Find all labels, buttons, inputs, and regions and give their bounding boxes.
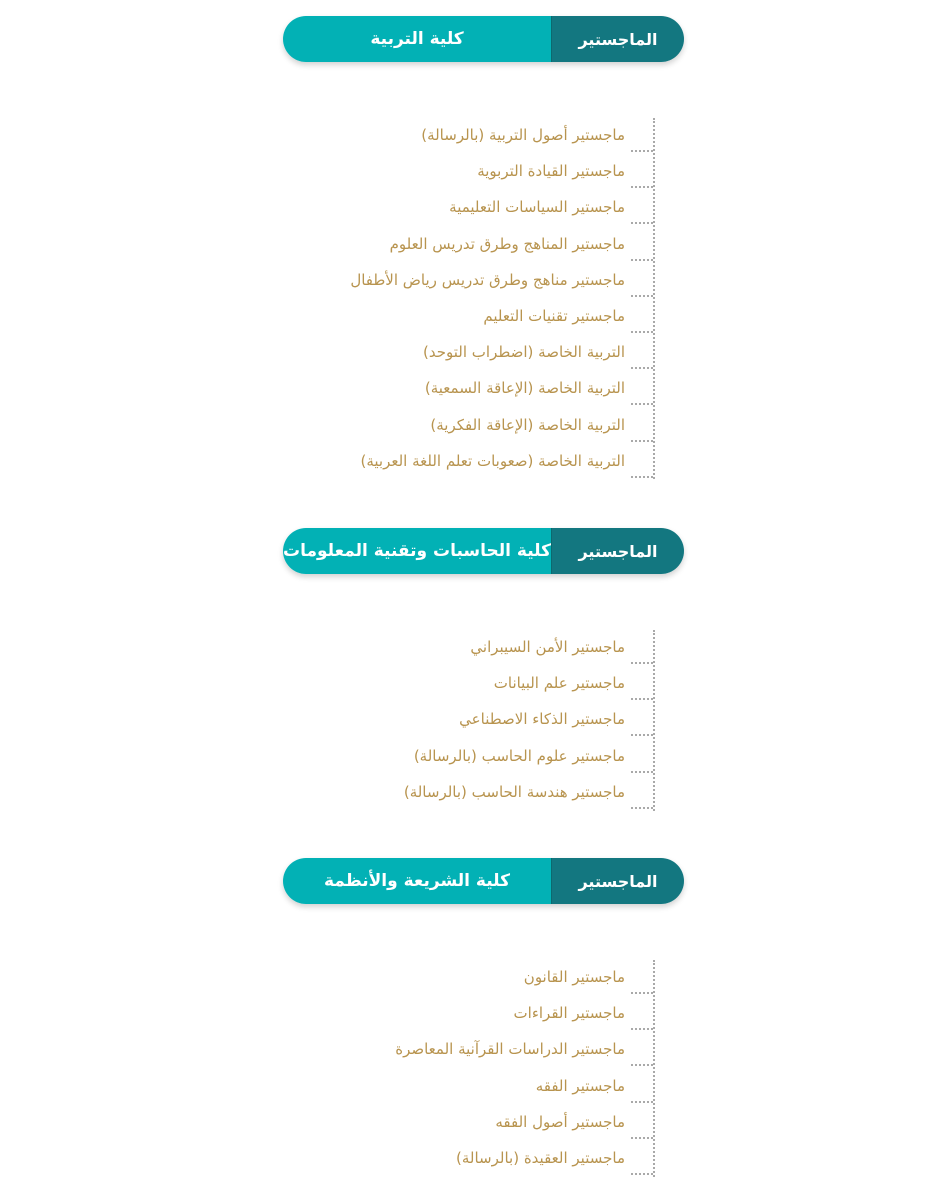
program-label: ماجستير السياسات التعليمية (449, 198, 625, 217)
program-item[interactable] (0, 1141, 936, 1177)
program-list-education (0, 118, 936, 479)
degree-label: الماجستير (552, 16, 684, 62)
tree-branch (631, 259, 653, 261)
tree-branch (631, 440, 653, 442)
tree-branch (631, 1064, 653, 1066)
program-label: ماجستير أصول التربية (بالرسالة) (421, 126, 625, 144)
program-label: ماجستير القيادة التربوية (477, 162, 625, 181)
program-item[interactable] (0, 408, 936, 444)
program-list-computing (0, 630, 936, 811)
program-item[interactable] (0, 775, 936, 811)
tree-branch (631, 1101, 653, 1103)
degree-label: الماجستير (552, 528, 684, 574)
tree-branch (631, 1173, 653, 1175)
tree-branch (631, 771, 653, 773)
program-label: ماجستير تقنيات التعليم (483, 306, 625, 325)
program-label: ماجستير الفقه (535, 1076, 625, 1095)
program-label: ماجستير علوم الحاسب (بالرسالة) (413, 746, 625, 765)
program-item[interactable] (0, 371, 936, 407)
program-label: التربية الخاصة (الإعاقة السمعية) (424, 379, 625, 398)
tree-branch (631, 1028, 653, 1030)
program-label: ماجستير الذكاء الاصطناعي (459, 710, 625, 729)
tree-branch (631, 1137, 653, 1139)
program-item[interactable] (0, 263, 936, 299)
college-header-computing[interactable] (283, 528, 684, 574)
program-item[interactable] (0, 666, 936, 702)
tree-branch (631, 150, 653, 152)
program-item[interactable] (0, 1069, 936, 1105)
program-item[interactable] (0, 1105, 936, 1141)
program-label: التربية الخاصة (صعوبات تعلم اللغة العربية) (360, 451, 625, 470)
tree-branch (631, 403, 653, 405)
program-item[interactable] (0, 960, 936, 996)
tree-branch (631, 698, 653, 700)
program-label: ماجستير علم البيانات (493, 674, 625, 693)
program-item[interactable] (0, 227, 936, 263)
program-label: ماجستير أصول الفقه (495, 1112, 625, 1131)
program-label: ماجستير العقيدة (بالرسالة) (456, 1148, 625, 1167)
college-header-sharia[interactable] (283, 858, 684, 904)
program-item[interactable] (0, 630, 936, 666)
program-label: التربية الخاصة (اضطراب التوحد) (423, 343, 625, 362)
program-label: ماجستير الدراسات القرآنية المعاصرة (395, 1040, 625, 1059)
program-item[interactable] (0, 335, 936, 371)
tree-branch (631, 734, 653, 736)
tree-branch (631, 295, 653, 297)
tree-branch (631, 331, 653, 333)
tree-branch (631, 222, 653, 224)
college-header-education[interactable] (283, 16, 684, 62)
college-name: كلية الحاسبات وتقنية المعلومات (283, 528, 551, 574)
program-item[interactable] (0, 996, 936, 1032)
program-label: ماجستير هندسة الحاسب (بالرسالة) (403, 782, 625, 801)
program-label: ماجستير القانون (523, 968, 625, 986)
tree-branch (631, 476, 653, 478)
program-label: ماجستير القراءات (513, 1004, 625, 1023)
program-item[interactable] (0, 444, 936, 480)
tree-branch (631, 662, 653, 664)
program-label: ماجستير مناهج وطرق تدريس رياض الأطفال (350, 270, 625, 289)
tree-branch (631, 807, 653, 809)
program-list-sharia (0, 960, 936, 1177)
tree-branch (631, 186, 653, 188)
college-name: كلية الشريعة والأنظمة (283, 858, 551, 904)
program-item[interactable] (0, 118, 936, 154)
program-item[interactable] (0, 299, 936, 335)
program-item[interactable] (0, 1032, 936, 1068)
program-item[interactable] (0, 702, 936, 738)
degree-label: الماجستير (552, 858, 684, 904)
program-label: التربية الخاصة (الإعاقة الفكرية) (430, 415, 625, 434)
program-item[interactable] (0, 190, 936, 226)
program-label: ماجستير المناهج وطرق تدريس العلوم (389, 234, 625, 253)
program-label: ماجستير الأمن السيبراني (470, 638, 625, 656)
tree-branch (631, 992, 653, 994)
college-name: كلية التربية (283, 16, 551, 62)
program-item[interactable] (0, 739, 936, 775)
program-item[interactable] (0, 154, 936, 190)
tree-branch (631, 367, 653, 369)
